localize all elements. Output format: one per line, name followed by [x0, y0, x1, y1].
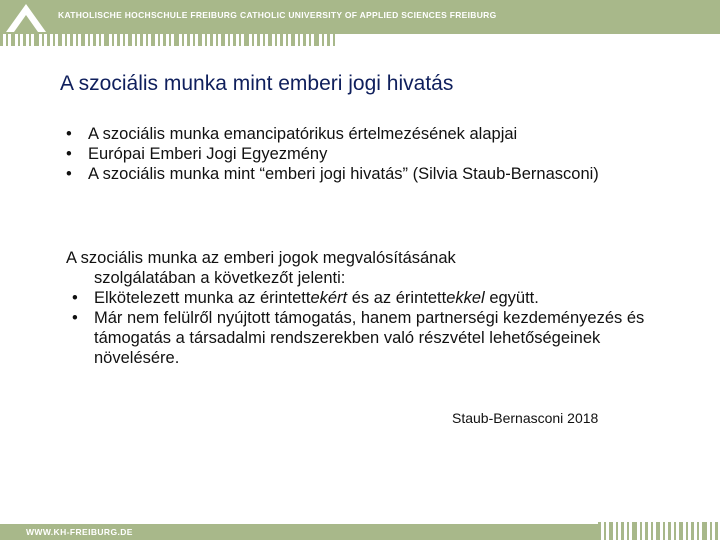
- university-logo-icon: [4, 2, 48, 32]
- list-item: [60, 144, 660, 164]
- point2-text: Már nem felülről nyújtott támogatás, hanem partnerségi kezdeményezés és támogatás a társadalmi rendszerekben való részvétel lehetőségeinek növelésére.: [94, 309, 645, 367]
- bullet-icon: •: [72, 309, 78, 327]
- bullet-icon: •: [66, 125, 72, 143]
- bullet-list: [60, 124, 660, 184]
- bullet-text: Európai Emberi Jogi Egyezmény: [88, 145, 328, 163]
- slide-title: A szociális munka mint emberi jogi hivatás: [60, 72, 454, 95]
- list-item: [66, 288, 666, 308]
- university-name-de: KATHOLISCHE HOCHSCHULE FREIBURG: [58, 10, 238, 20]
- bullet-icon: •: [66, 145, 72, 163]
- university-name-en: CATHOLIC UNIVERSITY OF APPLIED SCIENCES FREIBURG: [240, 10, 497, 20]
- intro-continuation: szolgálatában a következőt jelenti:: [94, 269, 346, 287]
- website-link[interactable]: WWW.KH-FREIBURG.DE: [26, 527, 133, 537]
- intro-text: A szociális munka az emberi jogok megvalósításának: [66, 249, 456, 267]
- bullet-icon: •: [72, 289, 78, 307]
- point1-after: együtt.: [484, 289, 539, 307]
- point1-em2: ekkel: [446, 289, 485, 307]
- point1-before: Elkötelezett munka az érintett: [94, 289, 311, 307]
- point1-middle: és az érintett: [347, 289, 447, 307]
- point1-em1: ekért: [310, 289, 348, 307]
- list-item: [60, 164, 660, 184]
- list-item: [66, 308, 666, 368]
- bullet-text: A szociális munka emancipatórikus értelmezésének alapjai: [88, 125, 518, 143]
- list-item: [60, 124, 660, 144]
- citation: Staub-Bernasconi 2018: [452, 410, 599, 426]
- bullet-text: A szociális munka mint “emberi jogi hivatás” (Silvia Staub-Bernasconi): [88, 165, 599, 183]
- body-paragraph: [66, 248, 666, 368]
- header-stripes: [0, 34, 340, 46]
- footer-stripes: [598, 522, 720, 540]
- bullet-icon: •: [66, 165, 72, 183]
